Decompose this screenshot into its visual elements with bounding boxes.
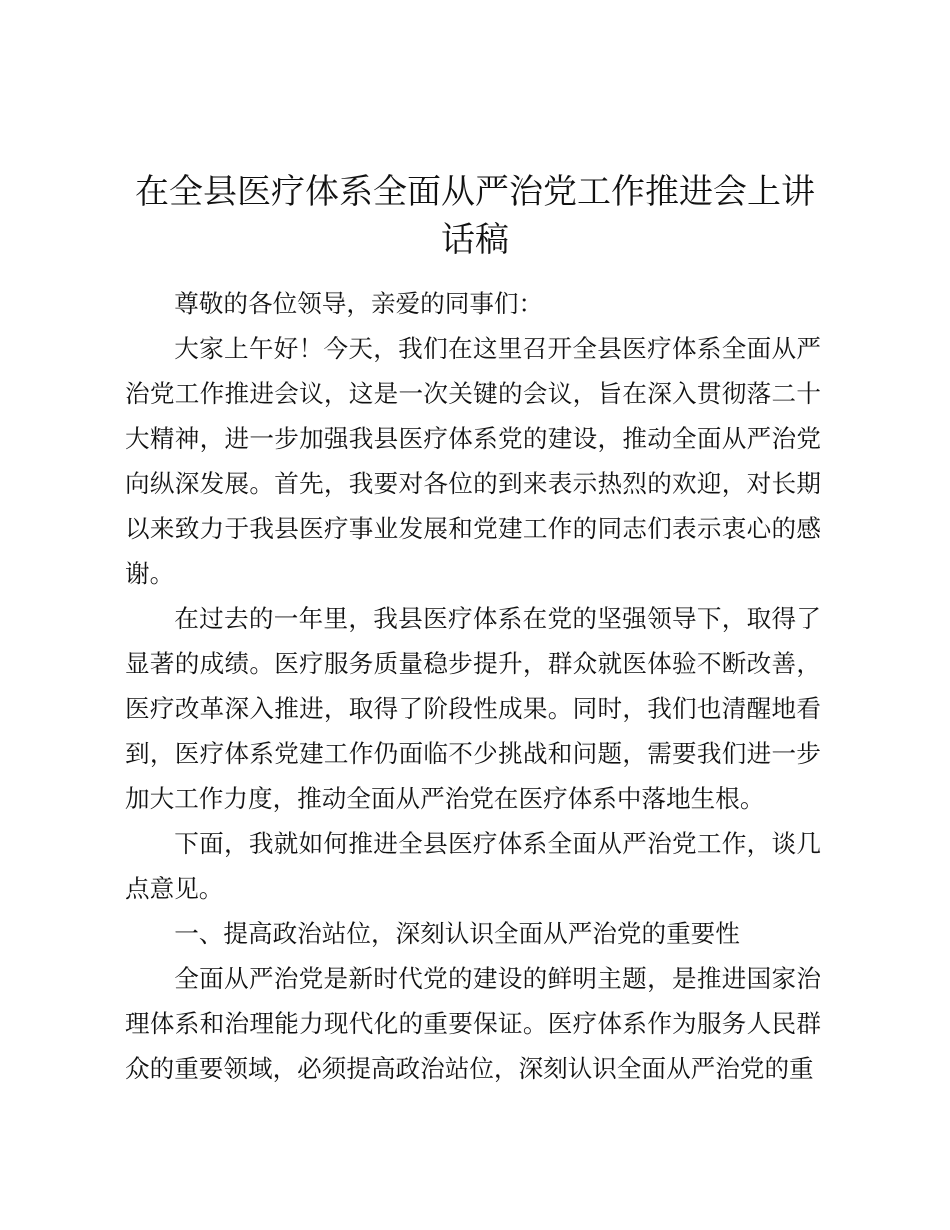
salutation-paragraph: 尊敬的各位领导，亲爱的同事们： [174,289,544,318]
review-paragraph: 在过去的一年里，我县医疗体系在党的坚强领导下，取得了显著的成绩。医疗服务质量稳步提升，群众就医体验不断改善，医疗改革深入推进，取得了阶段性成果。同时，我们也清醒地看到，医疗体系党建工作仍面临不少挑战和问题，需要我们进一步加大工作力度，推动全面从严治党在医疗体系中落地生根。 [125,604,821,813]
section-heading-1: 一、提高政治站位，深刻认识全面从严治党的重要性 [174,919,740,948]
transition-paragraph: 下面，我就如何推进全县医疗体系全面从严治党工作，谈几点意见。 [125,829,821,903]
document-body [125,281,821,1091]
section-1-paragraph: 全面从严治党是新时代党的建设的鲜明主题，是推进国家治理体系和治理能力现代化的重要保证。医疗体系作为服务人民群众的重要领域，必须提高政治站位，深刻认识全面从严治党的重 [125,964,821,1083]
document-title: 在全县医疗体系全面从严治党工作推进会上讲话稿 [135,172,815,260]
opening-paragraph: 大家上午好！今天，我们在这里召开全县医疗体系全面从严治党工作推进会议，这是一次关键的会议，旨在深入贯彻落二十大精神，进一步加强我县医疗体系党的建设，推动全面从严治党向纵深发展。首先，我要对各位的到来表示热烈的欢迎，对长期以来致力于我县医疗事业发展和党建工作的同志们表示衷心的感谢。 [125,334,821,588]
